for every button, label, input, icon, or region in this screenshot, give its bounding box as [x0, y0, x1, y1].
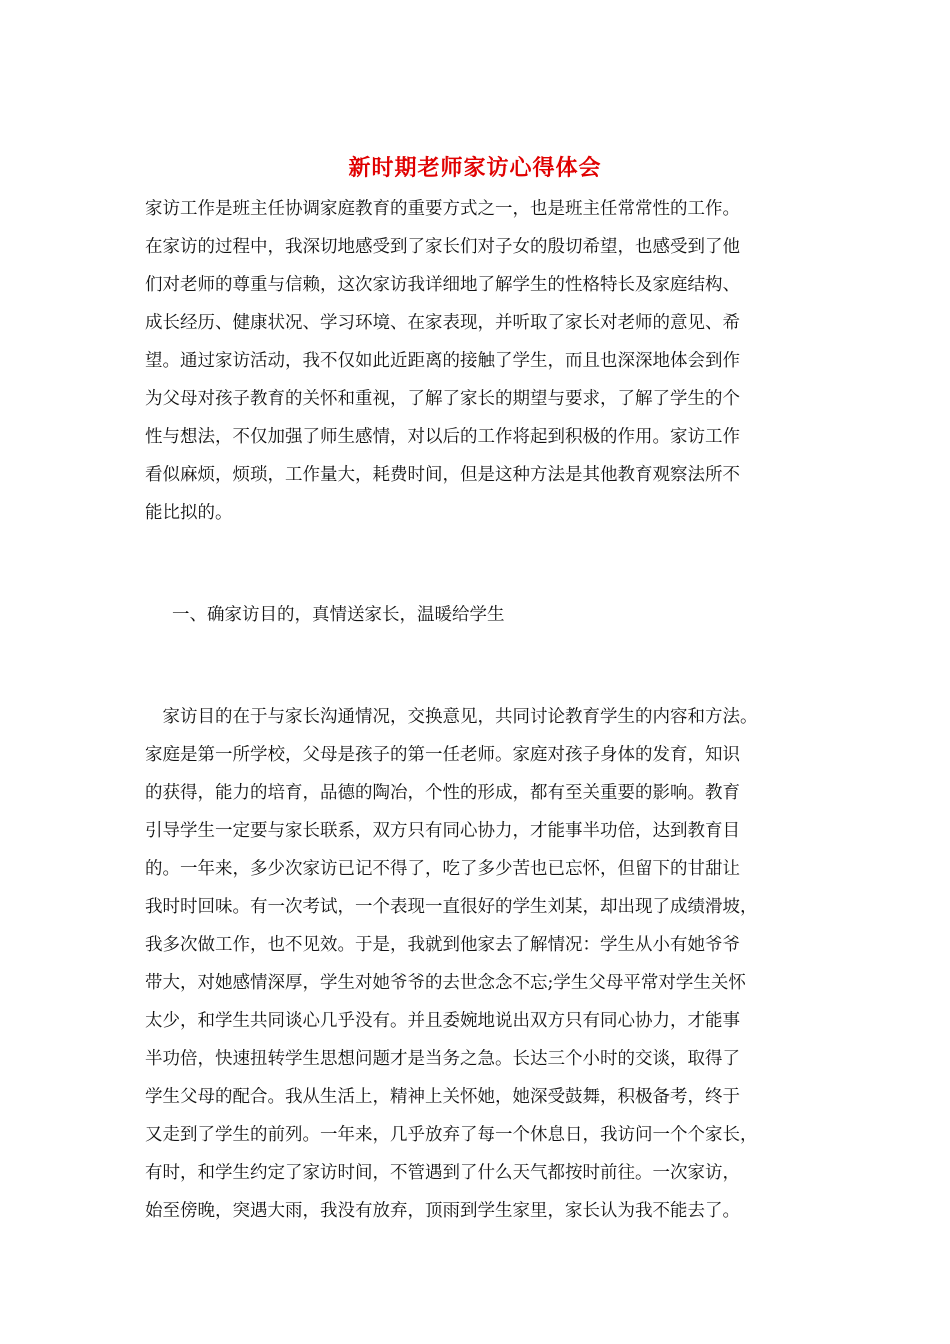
paragraph-line: 有时，和学生约定了家访时间，不管遇到了什么天气都按时前往。一次家访， [145, 1163, 740, 1183]
paragraph-line: 的。一年来，多少次家访已记不得了，吃了多少苦也已忘怀，但留下的甘甜让 [145, 859, 740, 879]
section-heading: 一、确家访目的，真情送家长，温暖给学生 [172, 605, 505, 625]
paragraph-line: 我多次做工作，也不见效。于是，我就到他家去了解情况：学生从小有她爷爷 [145, 935, 740, 955]
paragraph-line: 太少，和学生共同谈心几乎没有。并且委婉地说出双方只有同心协力，才能事 [145, 1011, 740, 1031]
paragraph-line: 学生父母的配合。我从生活上，精神上关怀她，她深受鼓舞，积极备考，终于 [145, 1087, 740, 1107]
paragraph-line: 们对老师的尊重与信赖，这次家访我详细地了解学生的性格特长及家庭结构、 [145, 275, 740, 295]
paragraph-line: 始至傍晚，突遇大雨，我没有放弃，顶雨到学生家里，家长认为我不能去了。 [145, 1201, 740, 1221]
paragraph-line: 的获得，能力的培育，品德的陶冶，个性的形成，都有至关重要的影响。教育 [145, 783, 740, 803]
paragraph-line: 家庭是第一所学校，父母是孩子的第一任老师。家庭对孩子身体的发育，知识 [145, 745, 740, 765]
paragraph-line: 我时时回味。有一次考试，一个表现一直很好的学生刘某，却出现了成绩滑坡， [145, 897, 758, 917]
paragraph-line: 又走到了学生的前列。一年来，几乎放弃了每一个休息日，我访问一个个家长， [145, 1125, 758, 1145]
paragraph-line: 望。通过家访活动，我不仅如此近距离的接触了学生，而且也深深地体会到作 [145, 351, 740, 371]
paragraph-line: 家访目的在于与家长沟通情况，交换意见，共同讨论教育学生的内容和方法。 [145, 707, 758, 727]
paragraph-line: 引导学生一定要与家长联系，双方只有同心协力，才能事半功倍，达到教育目 [145, 821, 740, 841]
intro-paragraph [145, 190, 825, 532]
paragraph-line: 为父母对孩子教育的关怀和重视，了解了家长的期望与要求，了解了学生的个 [145, 389, 740, 409]
paragraph-line: 能比拟的。 [145, 503, 233, 523]
paragraph-line: 性与想法，不仅加强了师生感情，对以后的工作将起到积极的作用。家访工作 [145, 427, 740, 447]
section-paragraph [145, 698, 825, 1230]
paragraph-line: 在家访的过程中，我深切地感受到了家长们对子女的殷切希望，也感受到了他 [145, 237, 740, 257]
paragraph-line: 半功倍，快速扭转学生思想问题才是当务之急。长达三个小时的交谈，取得了 [145, 1049, 740, 1069]
paragraph-line: 看似麻烦，烦琐，工作量大，耗费时间，但是这种方法是其他教育观察法所不 [145, 465, 740, 485]
paragraph-line: 带大，对她感情深厚，学生对她爷爷的去世念念不忘;学生父母平常对学生关怀 [145, 973, 746, 993]
document-title: 新时期老师家访心得体会 [348, 155, 602, 181]
paragraph-line: 成长经历、健康状况、学习环境、在家表现，并听取了家长对老师的意见、希 [145, 313, 740, 333]
paragraph-line: 家访工作是班主任协调家庭教育的重要方式之一，也是班主任常常性的工作。 [145, 199, 740, 219]
